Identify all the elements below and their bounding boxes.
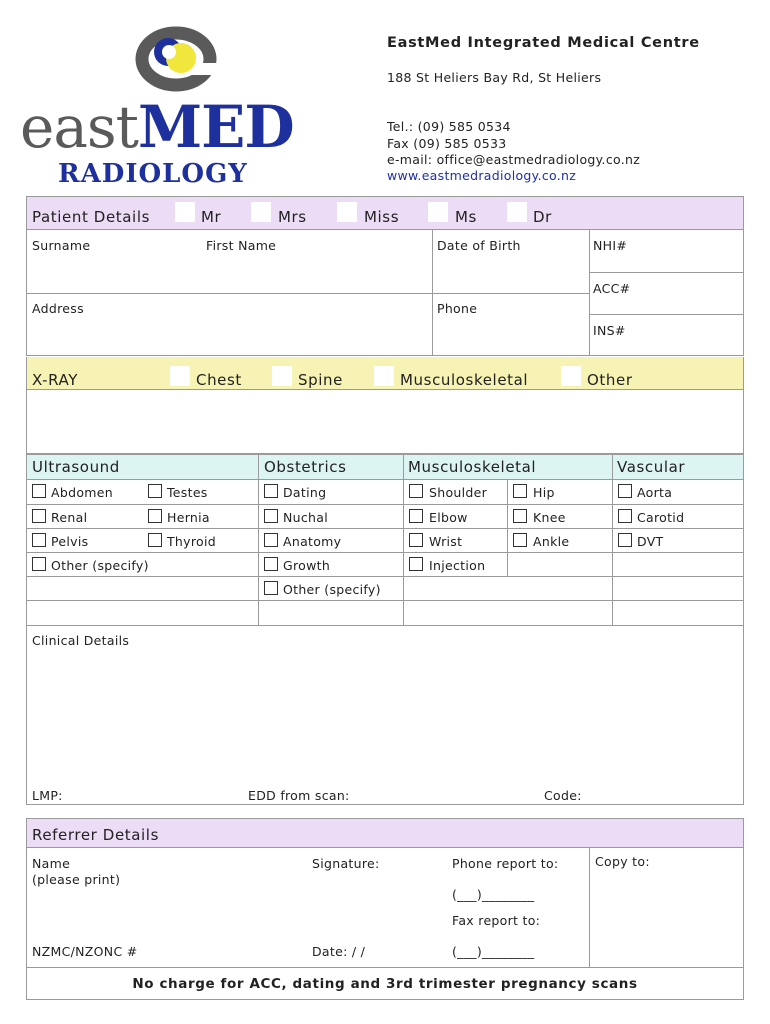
xray-chest-checkbox[interactable] xyxy=(170,366,190,386)
divider xyxy=(26,504,744,505)
vasc-carotid-checkbox[interactable] xyxy=(618,509,632,523)
msk-ankle-label: Ankle xyxy=(533,534,570,549)
xray-other-checkbox[interactable] xyxy=(561,366,581,386)
date-label: Date: / / xyxy=(312,944,366,959)
clinical-details-label: Clinical Details xyxy=(32,633,130,648)
us-renal-checkbox[interactable] xyxy=(32,509,46,523)
us-other-label: Other (specify) xyxy=(51,558,149,573)
patient-details-label: Patient Details xyxy=(32,208,150,226)
xray-musculoskeletal-checkbox[interactable] xyxy=(374,366,394,386)
msk-knee-checkbox[interactable] xyxy=(513,509,527,523)
ob-anatomy-checkbox[interactable] xyxy=(264,533,278,547)
divider xyxy=(26,967,744,968)
us-pelvis-label: Pelvis xyxy=(51,534,89,549)
referrer-name-field[interactable] xyxy=(27,849,307,939)
us-other-checkbox[interactable] xyxy=(32,557,46,571)
title-mrs-checkbox[interactable] xyxy=(251,202,271,222)
ob-growth-checkbox[interactable] xyxy=(264,557,278,571)
obstetrics-label: Obstetrics xyxy=(264,458,347,476)
msk-injection-label: Injection xyxy=(429,558,486,573)
fax-report-label: Fax report to: xyxy=(452,913,541,928)
us-abdomen-label: Abdomen xyxy=(51,485,113,500)
title-ms-label: Ms xyxy=(455,208,477,226)
xray-spine-checkbox[interactable] xyxy=(272,366,292,386)
first-name-label: First Name xyxy=(206,238,277,253)
msk-knee-label: Knee xyxy=(533,510,566,525)
us-testes-checkbox[interactable] xyxy=(148,484,162,498)
xray-label: X-RAY xyxy=(32,371,79,389)
clinic-tel: Tel.: (09) 585 0534 xyxy=(387,119,511,134)
divider xyxy=(26,576,744,577)
us-hernia-label: Hernia xyxy=(167,510,210,525)
address-label: Address xyxy=(32,301,84,316)
surname-label: Surname xyxy=(32,238,91,253)
phone-report-label: Phone report to: xyxy=(452,856,559,871)
us-abdomen-checkbox[interactable] xyxy=(32,484,46,498)
signature-label: Signature: xyxy=(312,856,380,871)
ob-anatomy-label: Anatomy xyxy=(283,534,342,549)
vascular-label: Vascular xyxy=(617,458,686,476)
fax-report-field[interactable]: (___)________ xyxy=(452,944,535,959)
clinic-name: EastMed Integrated Medical Centre xyxy=(387,35,700,51)
msk-wrist-label: Wrist xyxy=(429,534,463,549)
msk-elbow-checkbox[interactable] xyxy=(409,509,423,523)
vasc-aorta-checkbox[interactable] xyxy=(618,484,632,498)
msk-shoulder-label: Shoulder xyxy=(429,485,488,500)
vasc-carotid-label: Carotid xyxy=(637,510,685,525)
vasc-aorta-label: Aorta xyxy=(637,485,673,500)
phone-label: Phone xyxy=(437,301,478,316)
address-field[interactable] xyxy=(27,294,431,355)
nhi-label: NHI# xyxy=(593,238,628,253)
clinic-logo xyxy=(20,25,320,195)
musculoskeletal-label: Musculoskeletal xyxy=(408,458,537,476)
footer-note: No charge for ACC, dating and 3rd trimester pregnancy scans xyxy=(132,976,638,992)
xray-chest-label: Chest xyxy=(196,371,242,389)
msk-ankle-checkbox[interactable] xyxy=(513,533,527,547)
title-mr-checkbox[interactable] xyxy=(175,202,195,222)
msk-hip-checkbox[interactable] xyxy=(513,484,527,498)
vasc-dvt-checkbox[interactable] xyxy=(618,533,632,547)
lmp-label: LMP: xyxy=(32,788,63,803)
nzmc-label: NZMC/NZONC # xyxy=(32,944,138,959)
clinic-address: 188 St Heliers Bay Rd, St Heliers xyxy=(387,70,602,85)
divider xyxy=(26,528,744,529)
title-miss-checkbox[interactable] xyxy=(337,202,357,222)
us-thyroid-checkbox[interactable] xyxy=(148,533,162,547)
ins-label: INS# xyxy=(593,323,626,338)
xray-notes-field[interactable] xyxy=(27,391,743,453)
ob-dating-label: Dating xyxy=(283,485,327,500)
msk-hip-label: Hip xyxy=(533,485,555,500)
clinical-details-field[interactable] xyxy=(26,625,744,805)
referrer-name-sub: (please print) xyxy=(32,872,121,887)
copy-to-label: Copy to: xyxy=(595,854,650,869)
msk-wrist-checkbox[interactable] xyxy=(409,533,423,547)
msk-injection-checkbox[interactable] xyxy=(409,557,423,571)
logo-med: MED xyxy=(137,93,294,161)
edd-label: EDD from scan: xyxy=(248,788,350,803)
us-hernia-checkbox[interactable] xyxy=(148,509,162,523)
us-renal-label: Renal xyxy=(51,510,88,525)
divider xyxy=(26,552,744,553)
ob-other-checkbox[interactable] xyxy=(264,581,278,595)
e-swirl-icon xyxy=(128,25,228,95)
ob-other-label: Other (specify) xyxy=(283,582,381,597)
ultrasound-label: Ultrasound xyxy=(32,458,120,476)
msk-elbow-label: Elbow xyxy=(429,510,468,525)
signature-field[interactable] xyxy=(310,849,448,939)
code-label: Code: xyxy=(544,788,582,803)
clinic-website[interactable]: www.eastmedradiology.co.nz xyxy=(387,168,577,183)
ob-growth-label: Growth xyxy=(283,558,331,573)
us-testes-label: Testes xyxy=(167,485,208,500)
acc-label: ACC# xyxy=(593,281,631,296)
clinic-fax: Fax (09) 585 0533 xyxy=(387,136,507,151)
msk-shoulder-checkbox[interactable] xyxy=(409,484,423,498)
ob-nuchal-checkbox[interactable] xyxy=(264,509,278,523)
title-mrs-label: Mrs xyxy=(278,208,307,226)
ob-nuchal-label: Nuchal xyxy=(283,510,329,525)
dob-label: Date of Birth xyxy=(437,238,521,253)
us-pelvis-checkbox[interactable] xyxy=(32,533,46,547)
phone-report-field[interactable]: (___)________ xyxy=(452,887,535,902)
referrer-name-label: Name xyxy=(32,856,71,871)
xray-spine-label: Spine xyxy=(298,371,343,389)
title-mr-label: Mr xyxy=(201,208,222,226)
title-miss-label: Miss xyxy=(364,208,400,226)
vasc-dvt-label: DVT xyxy=(637,534,664,549)
copy-to-field[interactable] xyxy=(590,849,743,966)
referrer-details-label: Referrer Details xyxy=(32,826,159,844)
clinic-email[interactable]: e-mail: office@eastmedradiology.co.nz xyxy=(387,152,641,167)
title-ms-checkbox[interactable] xyxy=(428,202,448,222)
title-dr-label: Dr xyxy=(533,208,552,226)
logo-radiology: RADIOLOGY xyxy=(58,159,248,189)
title-dr-checkbox[interactable] xyxy=(507,202,527,222)
divider xyxy=(26,600,744,601)
xray-musculoskeletal-label: Musculoskeletal xyxy=(400,371,529,389)
us-thyroid-label: Thyroid xyxy=(167,534,216,549)
ob-dating-checkbox[interactable] xyxy=(264,484,278,498)
xray-other-label: Other xyxy=(587,371,633,389)
logo-east: east xyxy=(20,93,138,161)
